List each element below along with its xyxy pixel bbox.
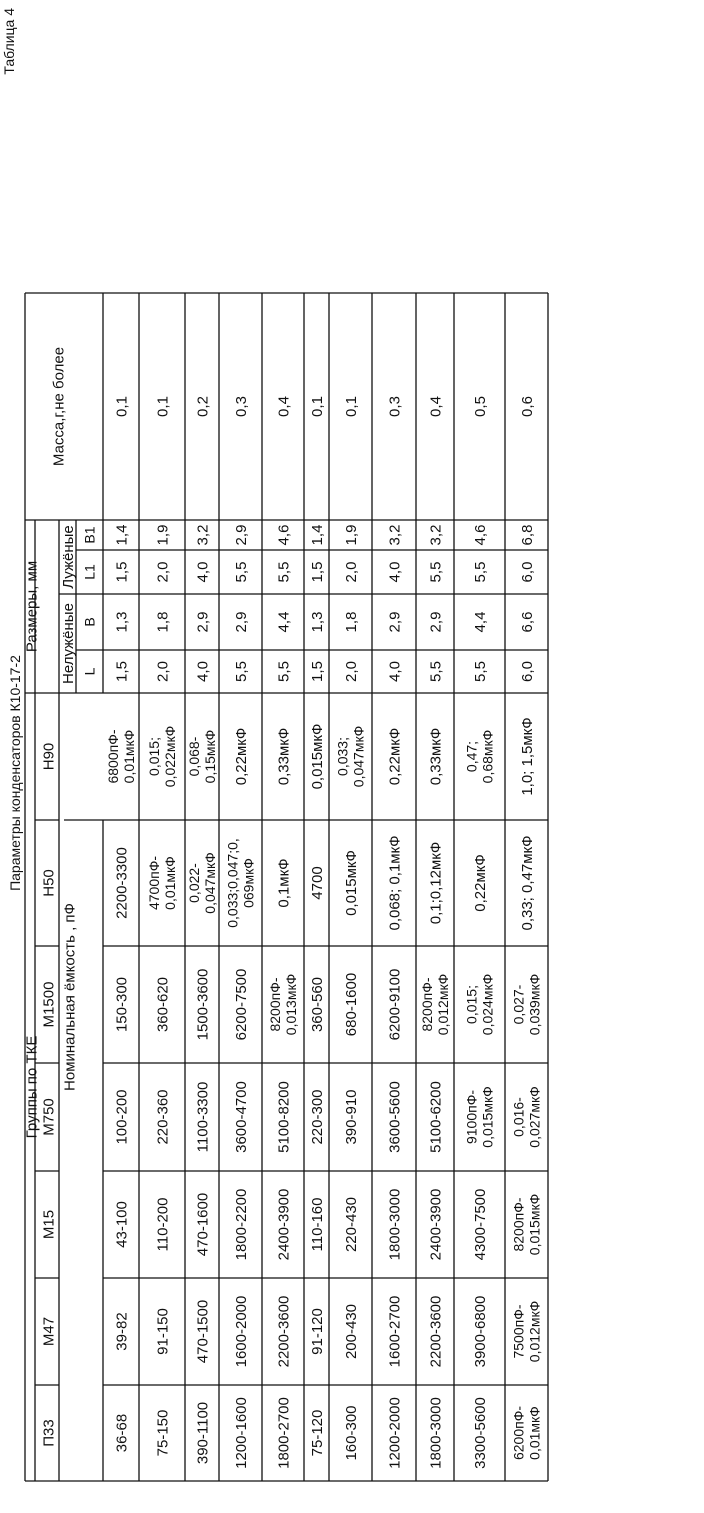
column-header: М750 — [40, 1098, 58, 1136]
table-cell: 220-430 — [342, 1196, 360, 1253]
table-cell: 4,0 — [386, 661, 404, 682]
table-cell: 3900-6800 — [471, 1295, 489, 1368]
table-cell: 6,8 — [518, 524, 536, 546]
table-cell: 360-620 — [154, 976, 172, 1033]
table-cell: 0,015;0,024мкФ — [463, 973, 496, 1036]
table-cell: 220-360 — [154, 1089, 172, 1145]
table-cell: 0,33мкФ — [427, 727, 445, 786]
table-cell: 6,6 — [518, 611, 536, 633]
column-header: М1500 — [40, 981, 58, 1028]
table-cell: 6,0 — [518, 561, 536, 583]
table-cell: 36-68 — [113, 1413, 131, 1453]
table-cell: 2400-3900 — [427, 1188, 445, 1261]
capacitor-parameters-table — [1, 8, 548, 1481]
table-cell: 390-910 — [342, 1089, 360, 1145]
table-cell: 0,1;0,12мкФ — [427, 841, 445, 925]
table-cell: 0,5 — [471, 396, 489, 417]
table-cell: 150-300 — [113, 976, 131, 1033]
table-cell: 75-150 — [154, 1409, 172, 1457]
table-cell: 3600-4700 — [232, 1081, 250, 1153]
table-cell: 6800пФ-0,01мкФ — [105, 729, 137, 784]
table-cell: 4,0 — [386, 561, 404, 583]
table-cell: 1,3 — [308, 611, 326, 633]
table-cell: 1,8 — [342, 611, 360, 633]
table-cell: 0,33; 0,47мкФ — [518, 835, 536, 931]
table-cell: 3600-5600 — [386, 1081, 404, 1153]
table-cell: 3300-5600 — [471, 1397, 489, 1469]
table-cell: 5,5 — [427, 661, 445, 682]
table-cell: 1800-3000 — [427, 1397, 445, 1469]
table-cell: 5,5 — [275, 561, 293, 583]
table-cell: 360-560 — [308, 976, 326, 1033]
table-cell: 9100пФ-0,015мкФ — [463, 1086, 496, 1148]
table-cell: 2,0 — [154, 661, 172, 682]
column-header: П33 — [40, 1419, 58, 1447]
table-cell: 200-430 — [342, 1303, 360, 1360]
table-cell: 0,068-0,15мкФ — [186, 729, 218, 784]
column-header: М47 — [40, 1316, 58, 1347]
table-cell: 1200-1600 — [232, 1397, 250, 1469]
table-cell: 6200пФ-0,01мкФ — [510, 1405, 543, 1461]
table-cell: 2,9 — [386, 611, 404, 633]
header-groups-tke: Группы по ТКЕ — [23, 1035, 41, 1139]
table-cell: 1,8 — [154, 611, 172, 633]
table-cell: 0,22мкФ — [232, 727, 250, 786]
table-cell: 1,0; 1,5мкФ — [518, 717, 536, 796]
table-cell: 0,015;0,022мкФ — [146, 725, 178, 788]
table-cell: 7500пФ-0,012мкФ — [510, 1300, 543, 1363]
column-header: М15 — [40, 1209, 58, 1240]
table-cell: 5,5 — [471, 661, 489, 682]
table-cell: 4700 — [308, 866, 326, 900]
table-cell: 390-1100 — [194, 1401, 212, 1465]
header-tinned: Лужёные — [59, 525, 77, 589]
table-cell: 100-200 — [113, 1089, 131, 1145]
table-cell: 0,1 — [308, 396, 326, 417]
table-cell: 2,0 — [342, 561, 360, 583]
table-cell: 5,5 — [471, 561, 489, 583]
column-header: B — [81, 617, 98, 627]
table-cell: 1,9 — [342, 524, 360, 546]
table-cell: 1,5 — [113, 561, 131, 583]
table-cell: 0,033;0,047мкФ — [334, 725, 367, 788]
table-cell: 4,4 — [275, 611, 293, 633]
table-cell: 4,4 — [471, 611, 489, 633]
table-cell: 0,2 — [194, 396, 212, 417]
table-cell: 0,022-0,047мкФ — [186, 852, 218, 914]
table-cell: 4,0 — [194, 661, 212, 682]
header-mass: Масса,г,не более — [50, 346, 68, 467]
table-cell: 0,22мкФ — [471, 854, 489, 912]
table-cell: 5100-6200 — [427, 1081, 445, 1153]
table-cell: 0,33мкФ — [275, 727, 293, 786]
table-cell: 680-1600 — [342, 972, 360, 1037]
table-cell: 1800-2700 — [275, 1397, 293, 1469]
table-cell: 0,47;0,68мкФ — [463, 729, 496, 784]
table-cell: 220-300 — [308, 1089, 326, 1145]
header-not-tinned: Нелужёные — [59, 603, 77, 684]
table-cell: 3,2 — [194, 524, 212, 546]
table-cell: 0,1 — [113, 396, 131, 417]
table-cell: 8200пФ-0,015мкФ — [510, 1193, 543, 1256]
table-cells — [23, 347, 542, 1469]
table-cell: 2,9 — [232, 524, 250, 546]
table-cell: 6200-7500 — [232, 968, 250, 1041]
table-cell: 1,5 — [113, 661, 131, 682]
table-cell: 0,1мкФ — [275, 858, 293, 908]
table-cell: 2,9 — [194, 611, 212, 633]
table-cell: 160-300 — [342, 1405, 360, 1461]
table-cell: 6200-9100 — [386, 968, 404, 1041]
table-cell: 0,068; 0,1мкФ — [386, 835, 404, 931]
table-cell: 0,6 — [518, 396, 536, 417]
table-cell: 1500-3600 — [194, 968, 212, 1041]
column-header: L — [81, 667, 98, 676]
table-cell: 110-160 — [308, 1197, 326, 1252]
table-cell: 91-120 — [308, 1308, 326, 1355]
table-cell: 5,5 — [427, 561, 445, 583]
column-header: B1 — [81, 526, 98, 544]
table-cell: 1,9 — [154, 524, 172, 546]
column-header: Н50 — [40, 869, 58, 897]
column-header: Н90 — [40, 742, 58, 771]
table-cell: 1,5 — [308, 561, 326, 583]
table-cell: 1800-3000 — [386, 1188, 404, 1261]
table-cell: 0,015мкФ — [308, 723, 326, 790]
table-cell: 4300-7500 — [471, 1188, 489, 1261]
table-cell: 43-100 — [113, 1201, 131, 1248]
table-cell: 0,016-0,027мкФ — [510, 1086, 543, 1148]
table-cell: 0,3 — [386, 396, 404, 417]
header-sizes-mm: Размеры, мм — [23, 560, 41, 653]
table-cell: 0,027-0,039мкФ — [510, 973, 543, 1036]
table-cell: 470-1600 — [194, 1192, 212, 1257]
table-cell: 0,4 — [427, 396, 445, 417]
table-cell: 8200пФ-0,013мкФ — [267, 973, 299, 1036]
table-cell: 5,5 — [275, 661, 293, 682]
table-cell: 5100-8200 — [275, 1081, 293, 1153]
table-cell: 8200пФ-0,012мкФ — [419, 973, 451, 1036]
table-cell: 1600-2000 — [232, 1295, 250, 1368]
table-cell: 2200-3300 — [113, 847, 131, 919]
table-cell: 110-200 — [154, 1197, 172, 1252]
table-cell: 0,3 — [232, 396, 250, 417]
table-cell: 1,5 — [308, 661, 326, 682]
table-cell: 4700пФ-0,01мкФ — [146, 855, 178, 911]
table-cell: 2200-3600 — [275, 1295, 293, 1368]
table-cell: 75-120 — [308, 1409, 326, 1457]
table-cell: 1,4 — [308, 524, 326, 546]
table-label: Таблица 4 — [1, 8, 17, 75]
table-cell: 2,0 — [154, 561, 172, 583]
table-cell: 4,6 — [471, 524, 489, 546]
table-cell: 1,4 — [113, 524, 131, 546]
table-cell: 1600-2700 — [386, 1295, 404, 1368]
table-cell: 470-1500 — [194, 1299, 212, 1364]
table-cell: 0,015мкФ — [342, 850, 360, 916]
table-cell: 1100-3300 — [194, 1081, 212, 1153]
table-cell: 3,2 — [427, 524, 445, 546]
table-cell: 2,9 — [427, 611, 445, 633]
table-cell: 0,033;0,047;0,069мкФ — [224, 838, 257, 928]
table-cell: 0,1 — [154, 396, 172, 417]
table-cell: 1200-2000 — [386, 1397, 404, 1469]
table-cell: 2400-3900 — [275, 1188, 293, 1261]
table-cell: 5,5 — [232, 561, 250, 583]
header-nominal-capacity: Номинальная ёмкость , пФ — [61, 903, 79, 1091]
table-cell: 1,3 — [113, 611, 131, 633]
table-cell: 4,0 — [194, 561, 212, 583]
table-cell: 0,4 — [275, 396, 293, 417]
table-cell: 2,0 — [342, 661, 360, 682]
table-cell: 0,22мкФ — [386, 727, 404, 786]
table-cell: 39-82 — [113, 1312, 131, 1351]
table-title: Параметры конденсаторов К10-17-2 — [7, 655, 23, 891]
table-cell: 2200-3600 — [427, 1295, 445, 1368]
table-cell: 3,2 — [386, 524, 404, 546]
column-header: L1 — [81, 564, 98, 580]
table-cell: 4,6 — [275, 524, 293, 546]
table-cell: 1800-2200 — [232, 1188, 250, 1261]
table-cell: 2,9 — [232, 611, 250, 633]
table-cell: 0,1 — [342, 396, 360, 417]
table-cell: 6,0 — [518, 661, 536, 682]
table-cell: 5,5 — [232, 661, 250, 682]
table-cell: 91-150 — [154, 1308, 172, 1355]
